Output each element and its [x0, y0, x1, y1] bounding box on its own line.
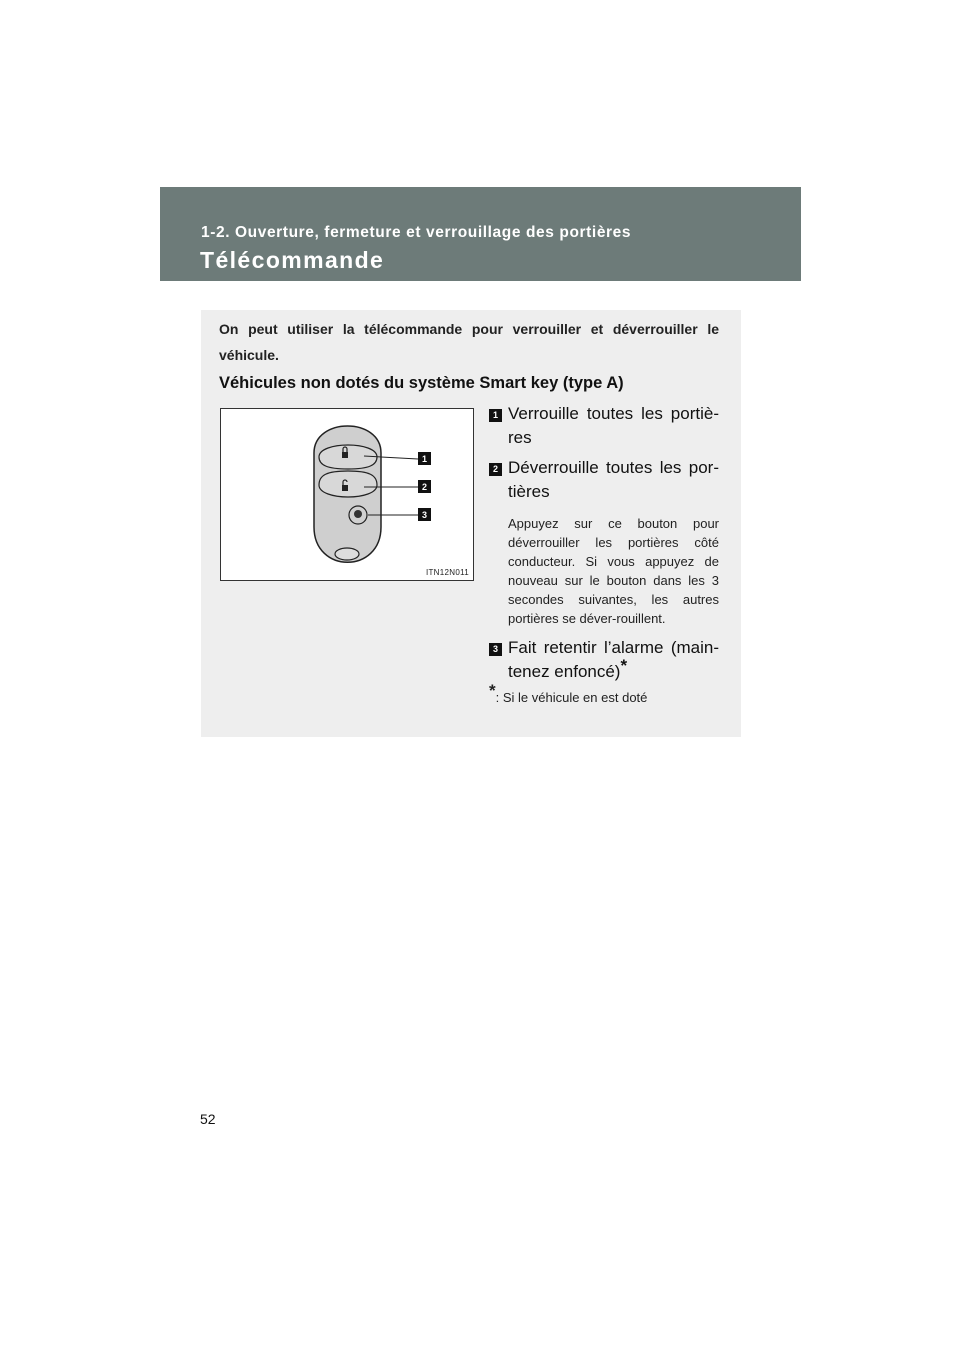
figure-code: ITN12N011: [425, 568, 469, 577]
list-item-3: [489, 636, 719, 684]
item-list: [489, 402, 719, 705]
key-remote-figure: [220, 408, 474, 581]
list-item-2: [489, 456, 719, 628]
item-marker-2: 2: [489, 463, 502, 476]
unlock-button: [319, 471, 377, 497]
footnote-text: : Si le véhicule en est doté: [495, 690, 648, 705]
key-fob-illustration: [221, 409, 473, 580]
unlock-icon: [342, 485, 348, 491]
footnote: [489, 681, 719, 705]
chapter-header: [160, 187, 801, 281]
subheading: Véhicules non dotés du système Smart key (type A): [219, 374, 624, 392]
page-title: Télécommande: [200, 247, 385, 273]
asterisk-mark: *: [620, 656, 628, 675]
item-note-2: Appuyez sur ce bouton pour déverrouiller les portières côté conducteur. Si vous appuyez de nouveau sur le bouton dans les 3 secondes suivantes, les autres portières se déver-rouillent.: [508, 516, 719, 626]
alarm-icon: [354, 510, 362, 518]
item-marker-3: 3: [489, 643, 502, 656]
callout-label-2: 2: [421, 482, 428, 492]
lock-icon: [342, 452, 348, 458]
item-text-1: Verrouille toutes les portiè-res: [508, 404, 719, 447]
intro-text: On peut utiliser la télécommande pour verrouiller et déverrouiller le véhicule.: [219, 321, 719, 363]
key-ring: [335, 548, 359, 560]
callout-label-3: 3: [421, 510, 428, 520]
item-text-3-wrap: [508, 636, 719, 684]
section-title: 1-2. Ouverture, fermeture et verrouillage des portières: [201, 224, 632, 241]
callout-label-1: 1: [421, 454, 428, 464]
content-box: [201, 310, 741, 737]
item-marker-1: 1: [489, 409, 502, 422]
item-text-3: Fait retentir l’alarme (main-tenez enfoncé): [508, 638, 719, 681]
page-number: 52: [200, 1111, 216, 1127]
footnote-asterisk: *: [489, 681, 496, 700]
list-item-1: [489, 402, 719, 450]
item-text-2: Déverrouille toutes les por-tières: [508, 458, 719, 501]
